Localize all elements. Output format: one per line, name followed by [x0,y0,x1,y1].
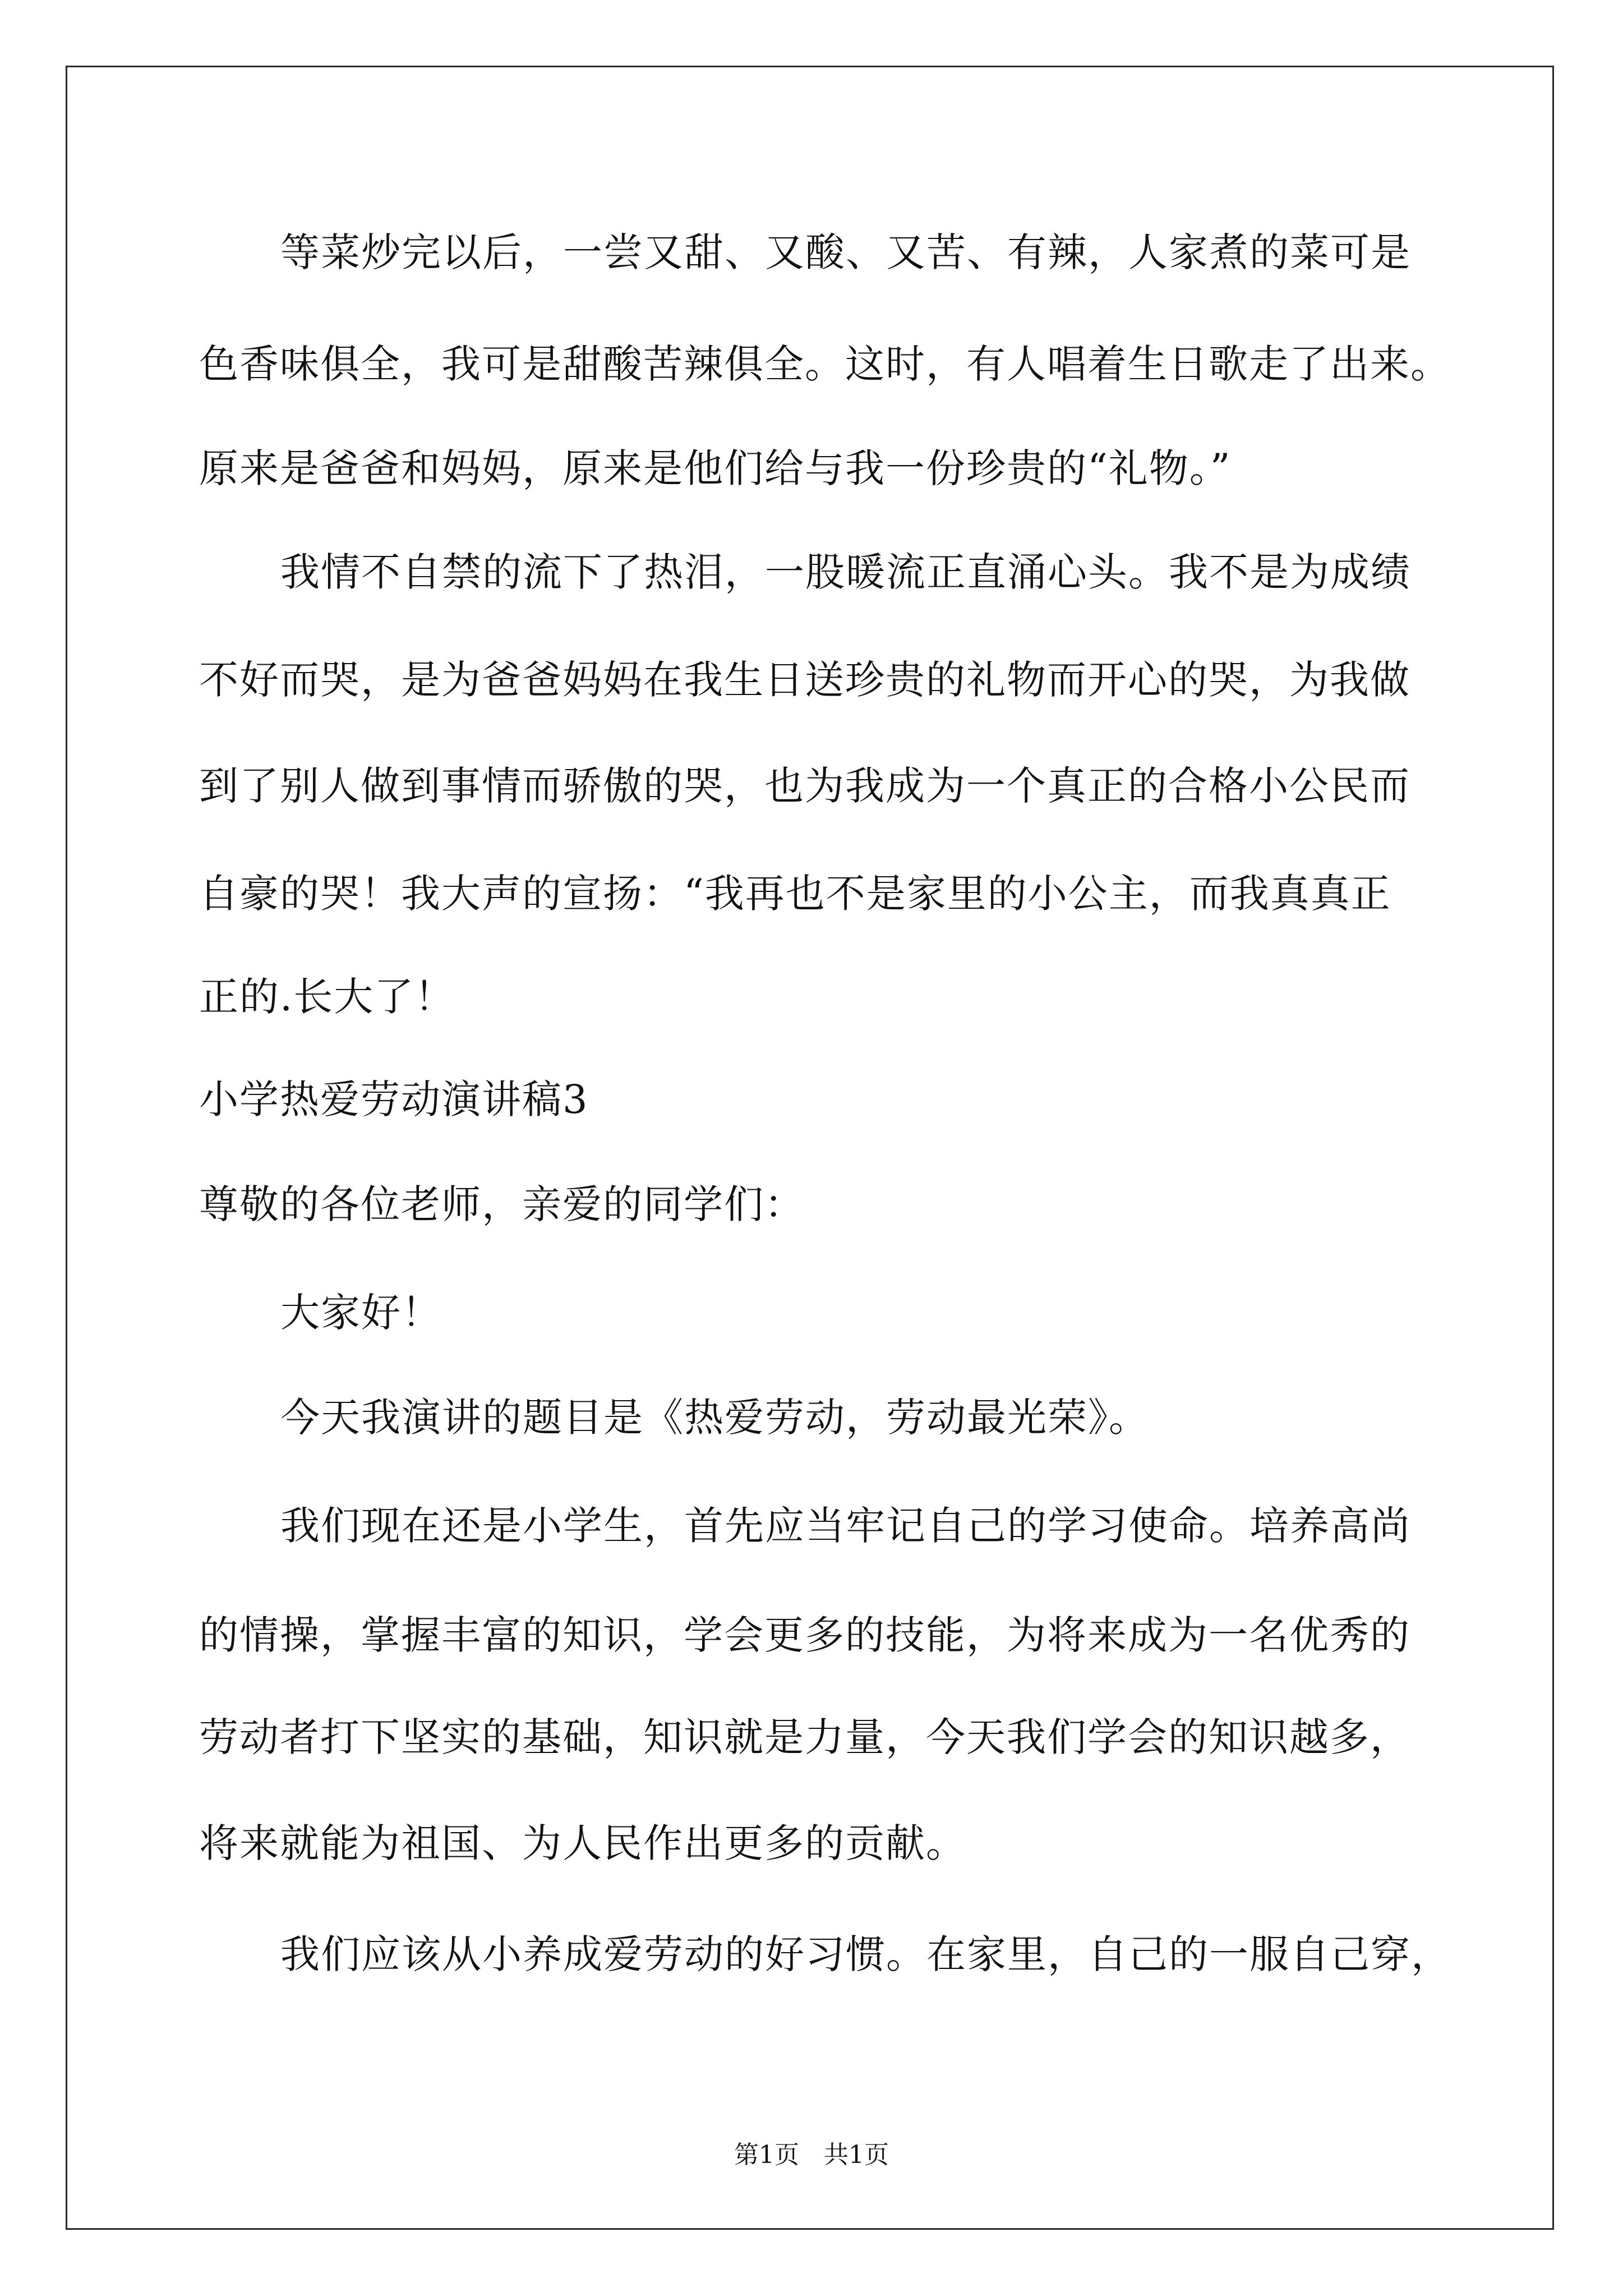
body-line-16: 将来就能为祖国、为人民作出更多的贡献。 [199,1820,966,1866]
body-line-8: 正的.长大了！ [199,974,455,1020]
greeting: 大家好！ [280,1290,442,1336]
body-line-1: 等菜炒完以后，一尝又甜、又酸、又苦、有辣，人家煮的菜可是 [280,229,1411,275]
section-heading: 小学热爱劳动演讲稿3 [199,1076,589,1122]
page-current: 第1页 [734,2141,799,2169]
body-line-15: 劳动者打下坚实的基础，知识就是力量，今天我们学会的知识越多， [199,1714,1410,1760]
body-line-14: 的情操，掌握丰富的知识，学会更多的技能，为将来成为一名优秀的 [199,1612,1410,1658]
body-line-13: 我们现在还是小学生，首先应当牢记自己的学习使命。培养高尚 [280,1503,1411,1549]
salutation: 尊敬的各位老师，亲爱的同学们： [199,1181,805,1227]
body-line-5: 不好而哭，是为爸爸妈妈在我生日送珍贵的礼物而开心的哭，为我做 [199,657,1410,703]
page-total: 共1页 [824,2141,889,2169]
page-footer [0,2143,1623,2168]
body-line-17: 我们应该从小养成爱劳动的好习惯。在家里，自己的一服自己穿， [280,1931,1451,1977]
body-line-6: 到了别人做到事情而骄傲的哭，也为我成为一个真正的合格小公民而 [199,763,1410,809]
page-border [66,66,1554,2230]
body-line-4: 我情不自禁的流下了热泪，一股暖流正直涌心头。我不是为成绩 [280,549,1411,595]
body-line-3: 原来是爸爸和妈妈，原来是他们给与我一份珍贵的“礼物。” [199,445,1232,491]
body-line-2: 色香味俱全，我可是甜酸苦辣俱全。这时，有人唱着生日歌走了出来。 [199,341,1451,387]
body-line-7: 自豪的哭！我大声的宣扬：“我再也不是家里的小公主，而我真真正 [199,871,1391,917]
body-line-12: 今天我演讲的题目是《热爱劳动，劳动最光荣》。 [280,1395,1149,1441]
